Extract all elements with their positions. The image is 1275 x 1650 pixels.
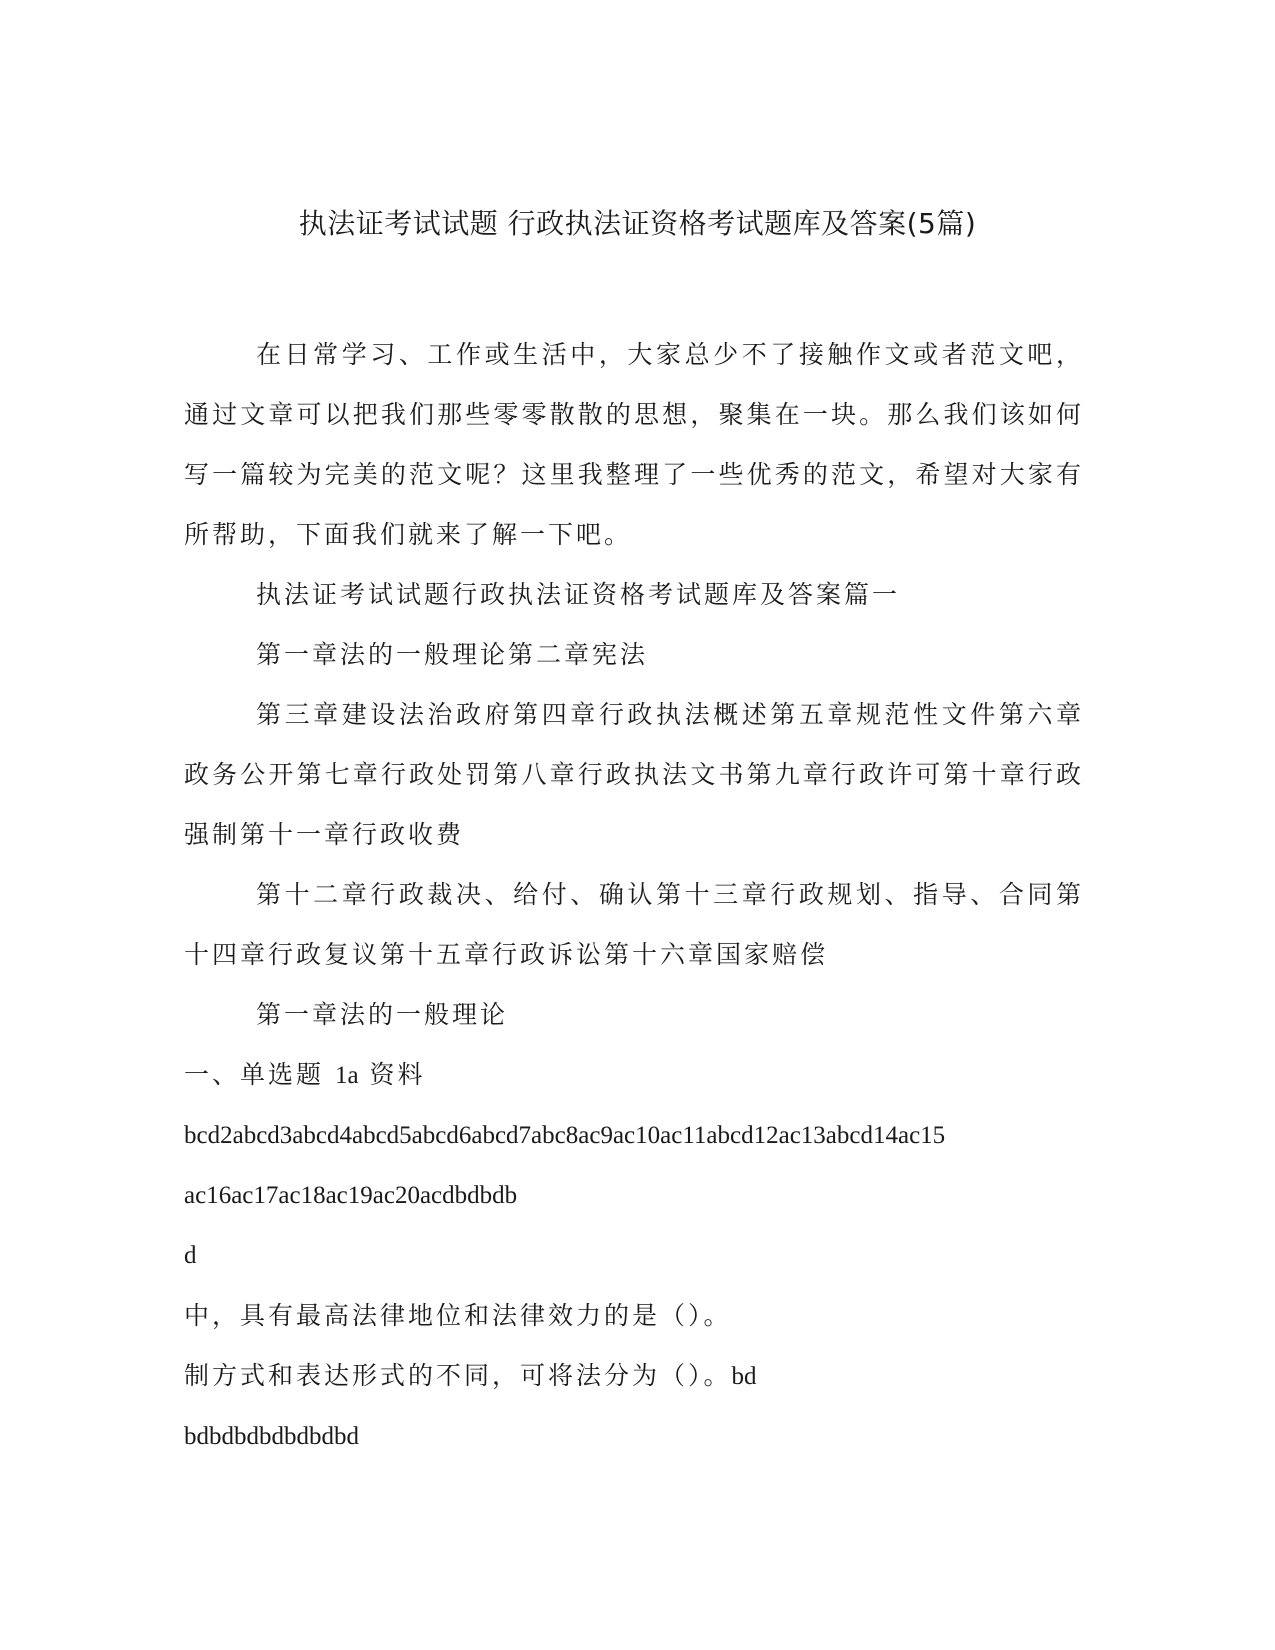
question-2-code: bd — [731, 1363, 757, 1390]
question-heading-code: 1a — [334, 1062, 359, 1089]
answer-line-2: ac16ac17ac18ac19ac20acdbdbdb — [184, 1182, 518, 1209]
answer-line-3: d — [184, 1242, 197, 1269]
question-2 — [184, 1346, 1084, 1407]
toc-line-1: 第一章法的一般理论第二章宪法 — [256, 640, 649, 669]
answer-line-1: bcd2abcd3abcd4abcd5abcd6abcd7abc8ac9ac10ac11abcd12ac13abcd14ac15 — [184, 1122, 946, 1149]
document-body — [184, 325, 1084, 1467]
section-heading: 执法证考试试题行政执法证资格考试题库及答案篇一 — [256, 580, 901, 609]
question-2-text: 制方式和表达形式的不同，可将法分为（）。 — [184, 1361, 732, 1390]
document-title: 执法证考试试题 行政执法证资格考试题库及答案(5篇) — [298, 207, 977, 240]
answer-line-4: bdbdbdbdbdbdbd — [184, 1423, 359, 1450]
question-heading-suffix: 资料 — [358, 1060, 426, 1089]
toc-line-3: 第十二章行政裁决、给付、确认第十三章行政规划、指导、合同第十四章行政复议第十五章行政诉讼第十六章国家赔偿 — [184, 880, 1084, 969]
intro-paragraph: 在日常学习、工作或生活中，大家总少不了接触作文或者范文吧，通过文章可以把我们那些零零散散的思想，聚集在一块。那么我们该如何写一篇较为完美的范文呢？这里我整理了一些优秀的范文，希望对大家有所帮助，下面我们就来了解一下吧。 — [184, 340, 1084, 549]
question-1: 中，具有最高法律地位和法律效力的是（）。 — [184, 1301, 732, 1330]
toc-line-2: 第三章建设法治政府第四章行政执法概述第五章规范性文件第六章政务公开第七章行政处罚第八章行政执法文书第九章行政许可第十章行政强制第十一章行政收费 — [184, 700, 1084, 849]
chapter-heading: 第一章法的一般理论 — [256, 1000, 509, 1029]
question-heading — [184, 1045, 1084, 1106]
question-heading-prefix: 一、单选题 — [184, 1060, 335, 1089]
